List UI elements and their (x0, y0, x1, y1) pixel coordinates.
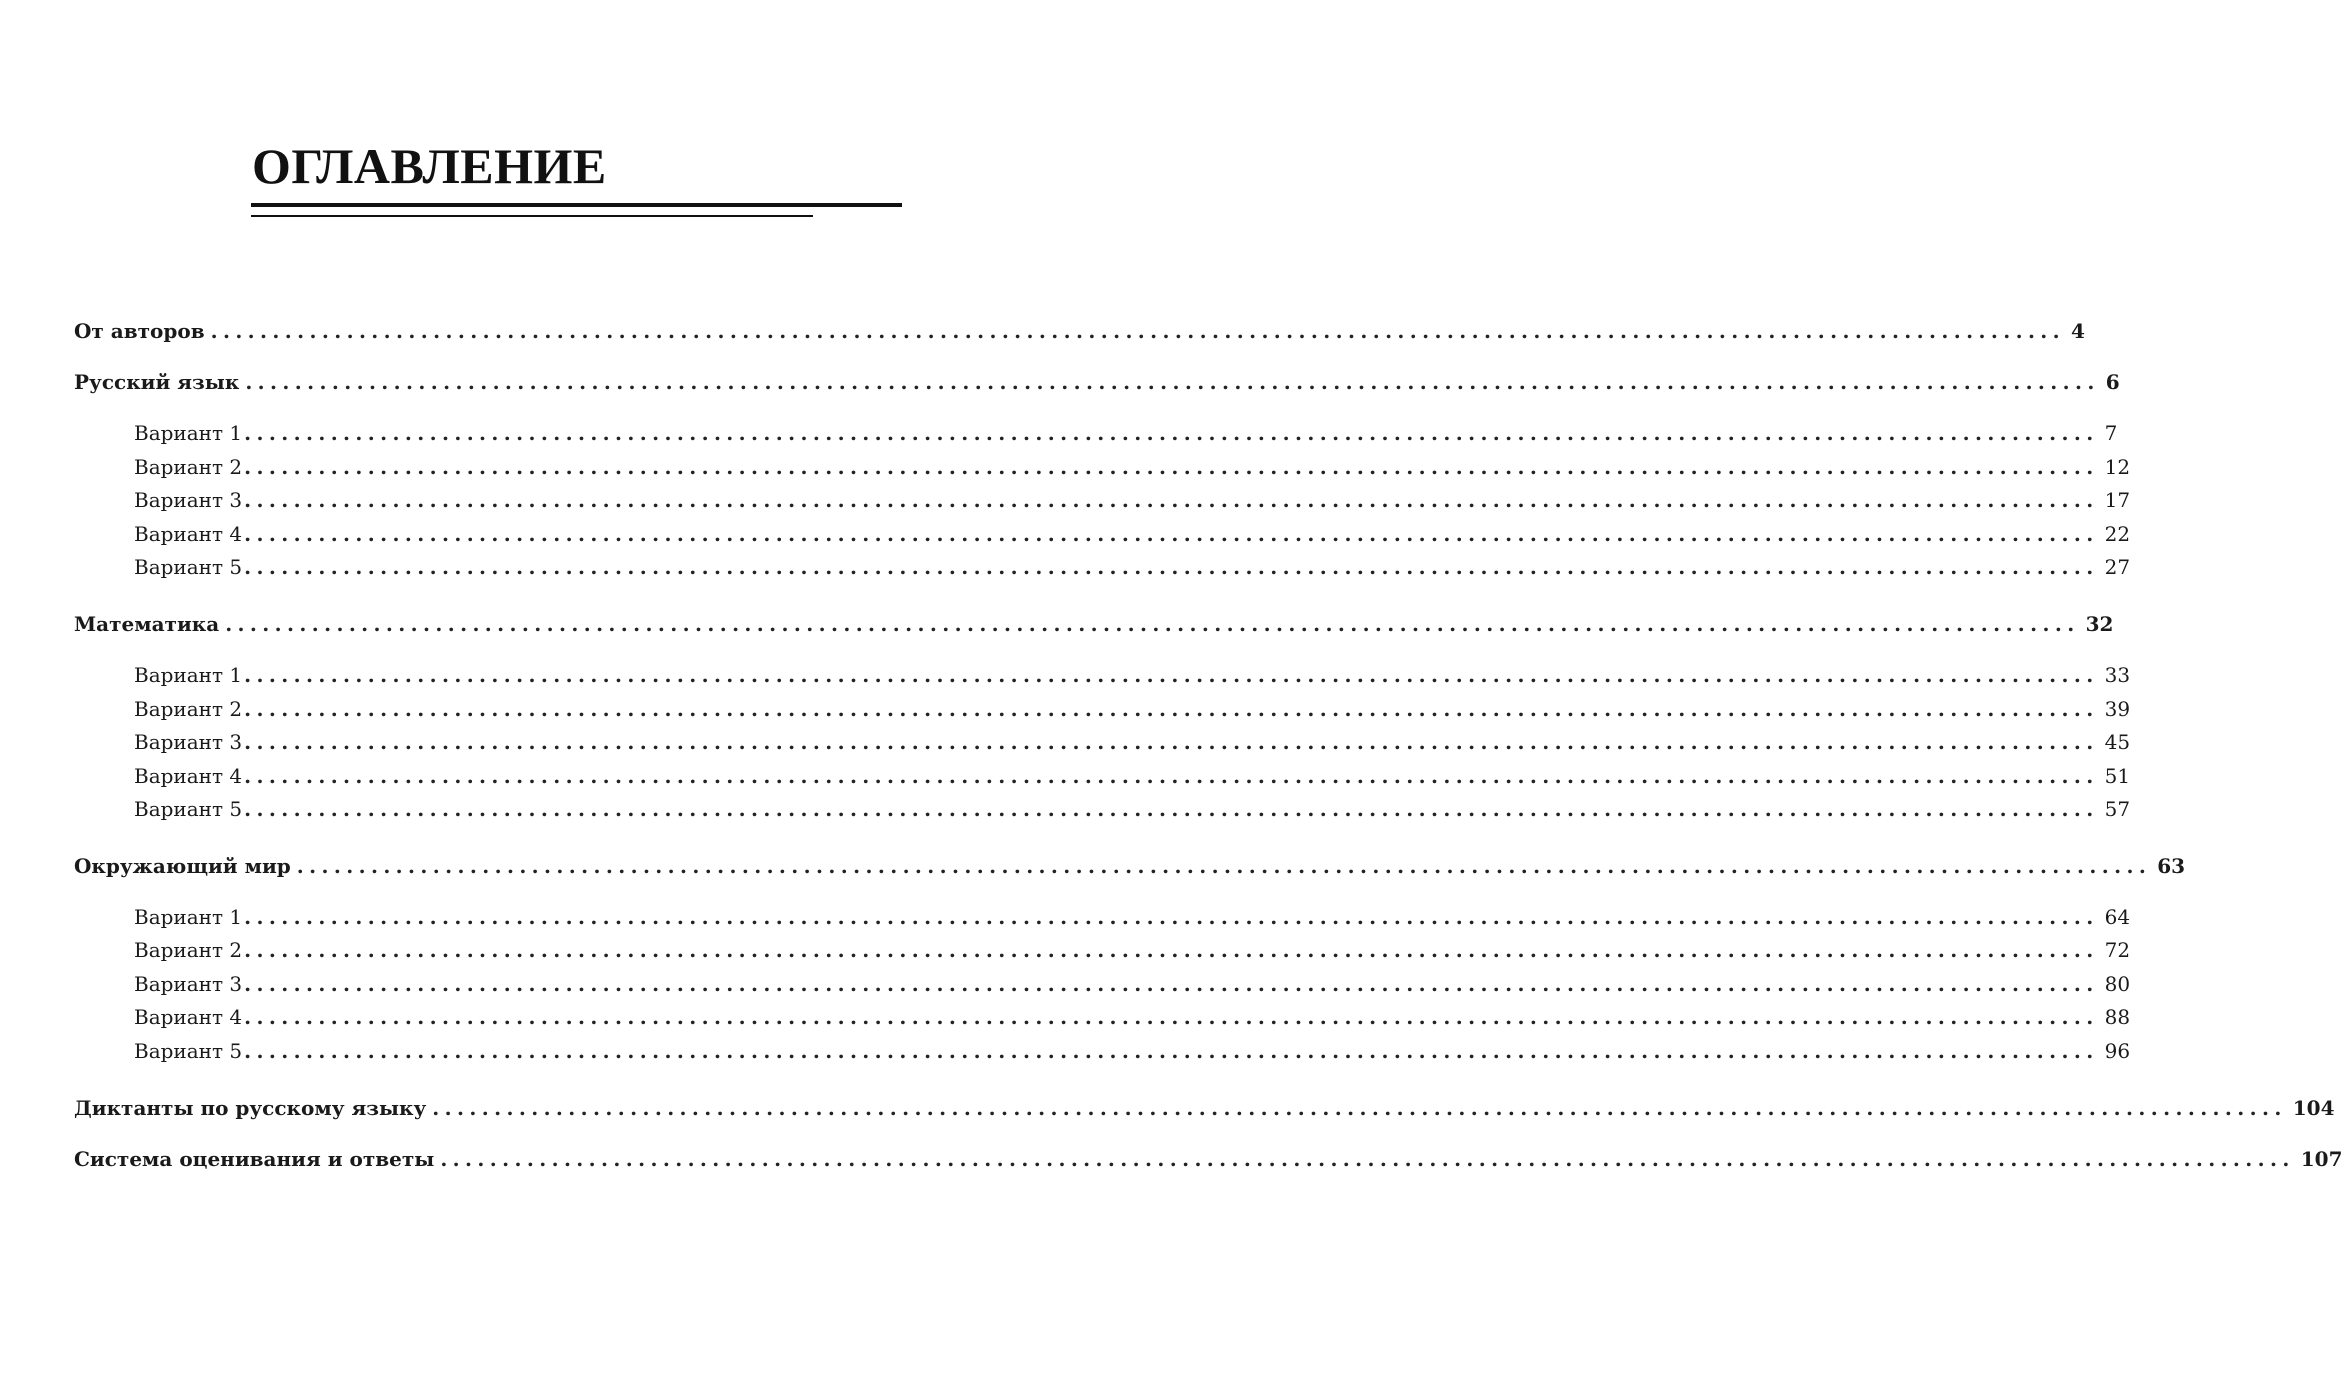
dot-leader: ...................................................................................................................................................... (244, 455, 2099, 479)
dot-leader: ...................................................................................................................................................... (244, 797, 2099, 821)
dot-leader: ...................................................................................................................................................... (244, 522, 2099, 546)
toc-entry-russian[interactable] (74, 367, 2120, 397)
dot-leader: ...................................................................................................................................................... (244, 1039, 2099, 1063)
toc-subentry-page: 57 (2104, 797, 2131, 821)
toc-subentry-label: Вариант 5 (134, 1039, 243, 1063)
dot-leader: ...................................................................................................................................................... (244, 1005, 2099, 1029)
toc-subentry-russian-variant-1[interactable] (134, 418, 2118, 448)
page-title: ОГЛАВЛЕНИЕ (252, 138, 607, 194)
toc-entry-authors[interactable] (74, 316, 2085, 346)
toc-subentry-page: 27 (2104, 555, 2131, 579)
dot-leader: ...................................................................................................................................................... (244, 697, 2099, 721)
toc-subentry-label: Вариант 5 (134, 555, 243, 579)
dot-leader: ...................................................................................................................................................... (225, 612, 2080, 636)
dot-leader: ...................................................................................................................................................... (244, 555, 2099, 579)
toc-subentry-russian-variant-4[interactable] (134, 519, 2131, 549)
dot-leader: ...................................................................................................................................................... (244, 488, 2099, 512)
toc-subentry-russian-variant-2[interactable] (134, 452, 2131, 482)
toc-subentry-world-variant-1[interactable] (134, 902, 2131, 932)
toc-subentry-math-variant-5[interactable] (134, 794, 2131, 824)
toc-entry-page: 6 (2105, 370, 2120, 394)
toc-subentry-math-variant-4[interactable] (134, 761, 2131, 791)
toc-entry-label: Система оценивания и ответы (74, 1147, 435, 1171)
toc-subentry-label: Вариант 1 (134, 905, 243, 929)
dot-leader: ...................................................................................................................................................... (210, 319, 2066, 343)
toc-subentry-world-variant-4[interactable] (134, 1002, 2131, 1032)
toc-subentry-russian-variant-3[interactable] (134, 485, 2131, 515)
toc-entry-page: 4 (2071, 319, 2085, 343)
toc-subentry-label: Вариант 5 (134, 797, 243, 821)
toc-subentry-page: 12 (2104, 455, 2131, 479)
toc-entry-label: Русский язык (74, 370, 240, 394)
toc-subentry-label: Вариант 3 (134, 488, 243, 512)
dot-leader: ...................................................................................................................................................... (244, 972, 2099, 996)
toc-subentry-page: 88 (2104, 1005, 2131, 1029)
toc-subentry-world-variant-3[interactable] (134, 969, 2131, 999)
toc-entry-label: Окружающий мир (74, 854, 291, 878)
dot-leader: ...................................................................................................................................................... (244, 764, 2099, 788)
toc-subentry-label: Вариант 4 (134, 1005, 243, 1029)
toc-subentry-page: 51 (2104, 764, 2131, 788)
toc-subentry-page: 22 (2104, 522, 2131, 546)
toc-subentry-math-variant-1[interactable] (134, 660, 2131, 690)
toc-subentry-label: Вариант 1 (134, 663, 243, 687)
toc-subentry-world-variant-5[interactable] (134, 1036, 2131, 1066)
toc-subentry-label: Вариант 3 (134, 972, 243, 996)
toc-subentry-math-variant-3[interactable] (134, 727, 2131, 757)
toc-subentry-page: 72 (2104, 938, 2131, 962)
toc-subentry-page: 80 (2104, 972, 2131, 996)
toc-subentry-page: 7 (2104, 421, 2118, 445)
toc-subentry-label: Вариант 4 (134, 764, 243, 788)
toc-subentry-page: 64 (2104, 905, 2131, 929)
toc-subentry-world-variant-2[interactable] (134, 935, 2131, 965)
dot-leader: ...................................................................................................................................................... (296, 854, 2152, 878)
toc-subentry-page: 96 (2104, 1039, 2131, 1063)
toc-entry-math[interactable] (74, 609, 2114, 639)
toc-entry-dictations[interactable] (74, 1093, 2335, 1123)
dot-leader: ...................................................................................................................................................... (432, 1096, 2287, 1120)
dot-leader: ...................................................................................................................................................... (244, 730, 2099, 754)
dot-leader: ...................................................................................................................................................... (244, 905, 2099, 929)
dot-leader: ...................................................................................................................................................... (244, 663, 2099, 687)
toc-subentry-page: 39 (2104, 697, 2131, 721)
toc-subentry-page: 33 (2104, 663, 2131, 687)
toc-entry-label: Диктанты по русскому языку (74, 1096, 427, 1120)
toc-entry-page: 32 (2085, 612, 2114, 636)
toc-subentry-russian-variant-5[interactable] (134, 552, 2131, 582)
toc-entry-world[interactable] (74, 851, 2186, 881)
toc-subentry-page: 45 (2104, 730, 2131, 754)
toc-subentry-label: Вариант 1 (134, 421, 243, 445)
toc-entry-page: 63 (2157, 854, 2186, 878)
toc-entry-page: 104 (2292, 1096, 2335, 1120)
dot-leader: ...................................................................................................................................................... (245, 370, 2100, 394)
toc-subentry-label: Вариант 2 (134, 697, 243, 721)
toc-subentry-label: Вариант 2 (134, 938, 243, 962)
toc-entry-label: Математика (74, 612, 220, 636)
toc-entry-label: От авторов (74, 319, 205, 343)
toc-subentry-label: Вариант 4 (134, 522, 243, 546)
toc-entry-grading[interactable] (74, 1144, 2343, 1174)
toc-subentry-label: Вариант 2 (134, 455, 243, 479)
toc-subentry-page: 17 (2104, 488, 2131, 512)
toc-entry-page: 107 (2300, 1147, 2343, 1171)
dot-leader: ...................................................................................................................................................... (244, 421, 2099, 445)
toc-subentry-label: Вариант 3 (134, 730, 243, 754)
dot-leader: ...................................................................................................................................................... (440, 1147, 2295, 1171)
toc-subentry-math-variant-2[interactable] (134, 694, 2131, 724)
dot-leader: ...................................................................................................................................................... (244, 938, 2099, 962)
